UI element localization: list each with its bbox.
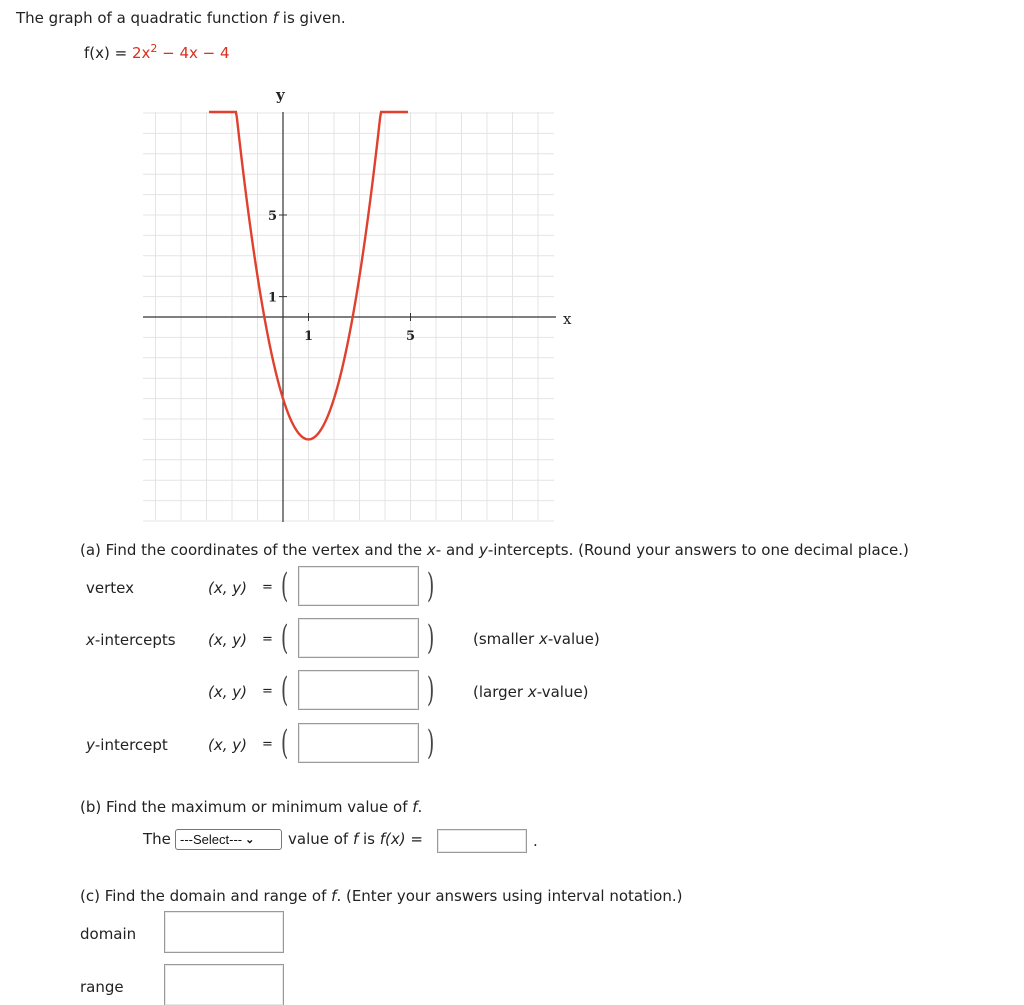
xint1-equals: = [262, 632, 273, 647]
part-b-period: . [533, 832, 538, 850]
xint1-close-paren: ) [426, 618, 435, 658]
xint2-coord-label: (x, y) [208, 683, 247, 701]
x-axis-label: x [563, 310, 572, 328]
vertex-equals: = [262, 580, 273, 595]
x-intercept-smaller-input[interactable] [298, 618, 419, 658]
chevron-down-icon: ⌄ [245, 834, 255, 846]
y-intercept-input[interactable] [298, 723, 419, 763]
xint1-open-paren: ( [280, 618, 289, 658]
xint2-open-paren: ( [280, 670, 289, 710]
vertex-coord-label: (x, y) [208, 579, 247, 597]
smaller-x-value-note: (smaller x-value) [473, 630, 600, 648]
y-intercept-label: y-intercept [86, 736, 168, 754]
y-axis-label: y [276, 86, 285, 104]
vertex-close-paren: ) [426, 566, 435, 606]
part-b-the: The [143, 830, 171, 848]
yint-close-paren: ) [426, 723, 435, 763]
x-tick-label: 1 [303, 329, 314, 344]
domain-label: domain [80, 925, 137, 943]
range-input[interactable] [164, 964, 284, 1005]
larger-x-value-note: (larger x-value) [473, 683, 589, 701]
yint-coord-label: (x, y) [208, 736, 247, 754]
vertex-label: vertex [86, 579, 134, 597]
vertex-input[interactable] [298, 566, 419, 606]
y-tick-label: 5 [267, 209, 277, 224]
x-tick-label: 5 [405, 329, 416, 344]
function-definition: $f(x) = 2x^2 - 4x - 4$ [84, 42, 230, 62]
xint2-close-paren: ) [426, 670, 435, 710]
part-c-prompt: (c) Find the domain and range of f. (Enter your answers using interval notation.) [80, 887, 683, 905]
min-max-select-value: ---Select--- [180, 832, 243, 847]
yint-open-paren: ( [280, 723, 289, 763]
part-b-prompt: (b) Find the maximum or minimum value of f. [80, 798, 423, 816]
intro-text: The graph of a quadratic function f is given. [16, 9, 346, 27]
range-label: range [80, 978, 124, 996]
x-intercept-larger-input[interactable] [298, 670, 419, 710]
xint2-equals: = [262, 684, 273, 699]
part-b-sentence: value of f is f(x) = [288, 830, 423, 848]
part-a-prompt: (a) Find the coordinates of the vertex and the x- and y-intercepts. (Round your answers to one decimal place.) [80, 541, 909, 559]
vertex-open-paren: ( [280, 566, 289, 606]
min-max-select[interactable] [175, 829, 282, 850]
extreme-value-input[interactable] [437, 829, 527, 853]
x-intercepts-label: x-intercepts [86, 631, 176, 649]
domain-input[interactable] [164, 911, 284, 953]
xint1-coord-label: (x, y) [208, 631, 247, 649]
yint-equals: = [262, 737, 273, 752]
y-tick-label: 1 [267, 290, 277, 306]
